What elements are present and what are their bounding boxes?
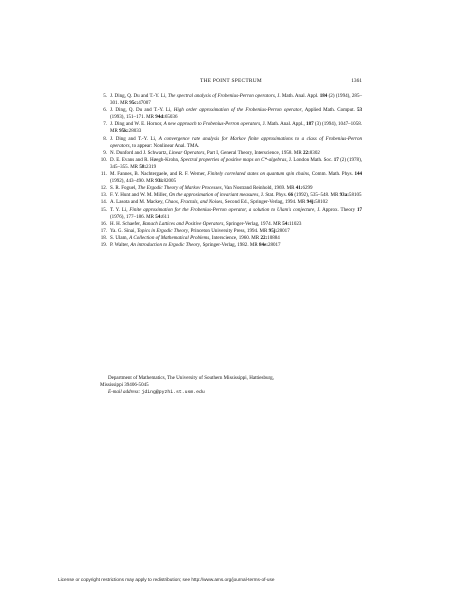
reference-segment: J. Ding and W. E. Hornor, xyxy=(110,121,164,128)
reference-text xyxy=(110,192,362,199)
reference-volume: 93i: xyxy=(155,178,164,185)
address-line-2: Mississippi 39406-5045 xyxy=(100,382,149,389)
reference-segment: 65036 xyxy=(164,114,178,121)
reference-item xyxy=(100,207,362,221)
reference-title: Finite approximation for the Frobenius-Perron operator, a solution to Ulam's conjecture xyxy=(129,206,315,213)
reference-volume: 95c: xyxy=(129,100,139,107)
reference-segment: S. Ulam, xyxy=(110,234,130,241)
reference-segment: F. Y. Hunt and W. M. Miller, xyxy=(110,192,169,199)
reference-segment: P. Walter, xyxy=(110,241,131,248)
page-number: 1361 xyxy=(351,78,362,84)
reference-segment: , J. Math. Anal. Appl. xyxy=(274,93,320,99)
reference-text xyxy=(110,171,362,185)
reference-title: Spectral properties of positive maps on C*-algebras xyxy=(180,156,287,163)
reference-text xyxy=(110,235,362,242)
reference-volume: 95j: xyxy=(268,227,278,234)
reference-segment: 28017 xyxy=(277,227,290,234)
reference-volume: 41: xyxy=(295,185,303,192)
reference-segment: , Springer-Verlag, 1982. MR xyxy=(200,241,259,248)
reference-number: 15. xyxy=(100,206,107,213)
reference-title: Chaos, Fractals, and Noises xyxy=(164,199,223,206)
reference-item xyxy=(100,221,362,228)
reference-volume: 54: xyxy=(155,213,163,220)
reference-segment: (2) (1994), 285–301. MR xyxy=(110,93,362,107)
reference-item xyxy=(100,199,362,206)
reference-segment: (3) (1994), 1047–1058. MR xyxy=(110,121,362,135)
reference-volume: 187 xyxy=(306,121,314,128)
reference-title: The Ergodic Theory of Markov Processes xyxy=(137,185,222,192)
reference-segment: 611 xyxy=(162,213,170,220)
reference-segment: , Van Nostrand Reinhold, 1969. MR xyxy=(221,185,296,192)
reference-item xyxy=(100,235,362,242)
reference-text xyxy=(110,221,362,228)
reference-volume: 144 xyxy=(354,171,363,178)
address-line-1: Department of Mathematics, The University of Southern Mississippi, Hattiesburg, xyxy=(108,375,274,381)
reference-segment: A. Lasota and M. Mackey, xyxy=(110,199,165,206)
reference-text xyxy=(110,150,362,157)
reference-segment: S. R. Foguel, xyxy=(110,185,138,192)
reference-segment: (1976), 177–186. MR xyxy=(110,213,156,220)
reference-segment: , to appear: Nonlinear Anal. TMA. xyxy=(129,142,200,149)
reference-text xyxy=(110,136,362,150)
reference-segment: T. Y. Li, xyxy=(110,206,130,213)
reference-segment: 47007 xyxy=(138,100,151,107)
reference-segment: , Part I, General Theory, Interscience, 1958. MR xyxy=(204,149,304,156)
reference-volume: 93a: xyxy=(339,192,349,199)
reference-segment: 8302 xyxy=(309,149,320,156)
reference-number: 18. xyxy=(100,234,107,241)
reference-title: The spectral analysis of Frobenius-Perron operators xyxy=(167,93,275,99)
reference-segment: , Second Ed., Springer-Verlag, 1994. MR xyxy=(222,199,307,206)
reference-item xyxy=(100,242,362,249)
reference-text xyxy=(110,207,362,221)
reference-item xyxy=(100,136,362,150)
reference-text xyxy=(110,228,362,235)
reference-volume: 95k: xyxy=(119,128,129,135)
reference-volume: 94j: xyxy=(306,199,316,206)
reference-title: Finitely correlated states on quantum spin chains xyxy=(207,171,309,178)
reference-item xyxy=(100,121,362,135)
email-label: E-mail address: xyxy=(108,389,141,396)
reference-title: High order approximation of the Frobenius-Perron operator xyxy=(173,107,302,114)
reference-segment: (2) (1978), 345–355. MR xyxy=(110,156,363,170)
reference-segment: M. Fannes, B. Nachtergaele, and R. F. Werner, xyxy=(110,171,208,178)
reference-segment: N. Dunford and J. Schwartz, xyxy=(110,149,169,156)
reference-item xyxy=(100,157,362,171)
reference-title: A convergence rate analysis for Markov finite approximations to a class of Frobenius-Perron operators xyxy=(110,135,363,149)
reference-title: An introduction to Ergodic Theory xyxy=(130,241,201,248)
reference-volume: 184 xyxy=(319,93,328,99)
reference-segment: 82005 xyxy=(163,178,177,185)
reference-text xyxy=(110,121,362,135)
reference-title: Topics in Ergodic Theory xyxy=(136,227,189,234)
author-address xyxy=(100,375,362,397)
reference-number: 17. xyxy=(100,227,107,234)
reference-number: 10. xyxy=(100,156,107,163)
reference-volume: 17 xyxy=(333,156,339,163)
reference-list xyxy=(100,93,362,249)
reference-item xyxy=(100,93,362,107)
reference-item xyxy=(100,171,362,185)
reference-item xyxy=(100,192,362,199)
reference-title: Linear Operators xyxy=(168,149,205,156)
reference-volume: 66 xyxy=(288,192,294,199)
reference-segment: , Springer-Verlag, 1974. MR xyxy=(223,220,283,227)
reference-segment: 11023 xyxy=(289,220,302,227)
reference-title: A Collection of Mathematical Problems xyxy=(129,234,210,241)
reference-segment: 28033 xyxy=(128,128,142,135)
reference-number: 11. xyxy=(100,171,107,178)
reference-number: 7. xyxy=(103,121,107,128)
reference-segment: Ya. G. Sinai, xyxy=(110,227,137,234)
reference-volume: 54: xyxy=(282,220,289,227)
reference-title: Banach Lattices and Positive Operators xyxy=(142,220,224,227)
reference-text xyxy=(110,242,362,249)
reference-segment: J. Ding, Q. Du and T.-Y. Li, xyxy=(110,107,174,114)
reference-number: 19. xyxy=(100,241,107,248)
reference-segment: , J. Stat. Phys. xyxy=(258,192,289,199)
reference-number: 6. xyxy=(103,107,107,114)
reference-segment: (1992), 535–548. MR xyxy=(293,192,340,199)
page-header xyxy=(100,78,362,88)
reference-segment: 10884 xyxy=(267,234,280,241)
reference-segment: , Applied Math. Comput. xyxy=(301,107,357,114)
reference-segment: , Princeton University Press, 1994. MR xyxy=(188,227,269,234)
reference-text xyxy=(110,199,362,206)
reference-segment: 28017 xyxy=(267,241,281,248)
reference-volume: 53 xyxy=(356,107,362,114)
email-line xyxy=(100,389,362,396)
reference-number: 5. xyxy=(103,93,107,99)
reference-segment: , Interscience, 1960. MR xyxy=(209,234,261,241)
reference-text xyxy=(110,93,362,107)
reference-volume: 94d: xyxy=(155,114,165,121)
reference-segment: , Comm. Math. Phys. xyxy=(308,171,355,178)
license-footer: License or copyright restrictions may apply to redistribution; see http://www.ams.org/journal-terms-of-use xyxy=(58,577,275,582)
reference-text xyxy=(110,157,362,171)
reference-segment: , J. London Math. Soc. xyxy=(286,156,334,163)
reference-segment: 6299 xyxy=(302,185,313,192)
reference-volume: 58: xyxy=(139,163,147,170)
reference-segment: 58102 xyxy=(315,199,328,206)
reference-item xyxy=(100,150,362,157)
reference-segment: 2319 xyxy=(146,163,157,170)
reference-number: 8. xyxy=(103,135,107,142)
reference-segment: J. Ding, Q. Du and T.-Y. Li, xyxy=(110,93,168,99)
reference-segment: D. E. Evans and R. Høegh-Krohn, xyxy=(110,156,181,163)
reference-volume: 17 xyxy=(356,206,363,213)
reference-segment: 58105 xyxy=(348,192,362,199)
reference-segment: , J. Approx. Theory xyxy=(314,206,357,213)
reference-item xyxy=(100,107,362,121)
reference-segment: , J. Math. Anal. Appl., xyxy=(260,121,307,128)
reference-segment: (1992), 443–490. MR xyxy=(110,178,156,185)
reference-segment: (1993), 151–171. MR xyxy=(110,114,156,121)
reference-number: 16. xyxy=(100,220,107,227)
reference-volume: 84e: xyxy=(258,241,268,248)
reference-number: 9. xyxy=(103,149,107,156)
running-title: THE POINT SPECTRUM xyxy=(200,78,262,84)
reference-text xyxy=(110,107,362,121)
reference-segment: J. Ding and T.-Y. Li, xyxy=(110,135,159,142)
reference-number: 14. xyxy=(100,199,107,206)
reference-number: 13. xyxy=(100,192,107,199)
reference-volume: 22: xyxy=(303,149,310,156)
reference-title: A new approach to Frobenius-Perron operators xyxy=(163,121,261,128)
reference-volume: 22: xyxy=(260,234,268,241)
reference-number: 12. xyxy=(100,185,107,192)
reference-item xyxy=(100,228,362,235)
reference-segment: H. H. Schaefer, xyxy=(110,220,143,227)
reference-title: On the approximation of invariant measures xyxy=(168,192,259,199)
email-address[interactable]: jding@pyzhi.st.usm.edu xyxy=(141,390,205,396)
